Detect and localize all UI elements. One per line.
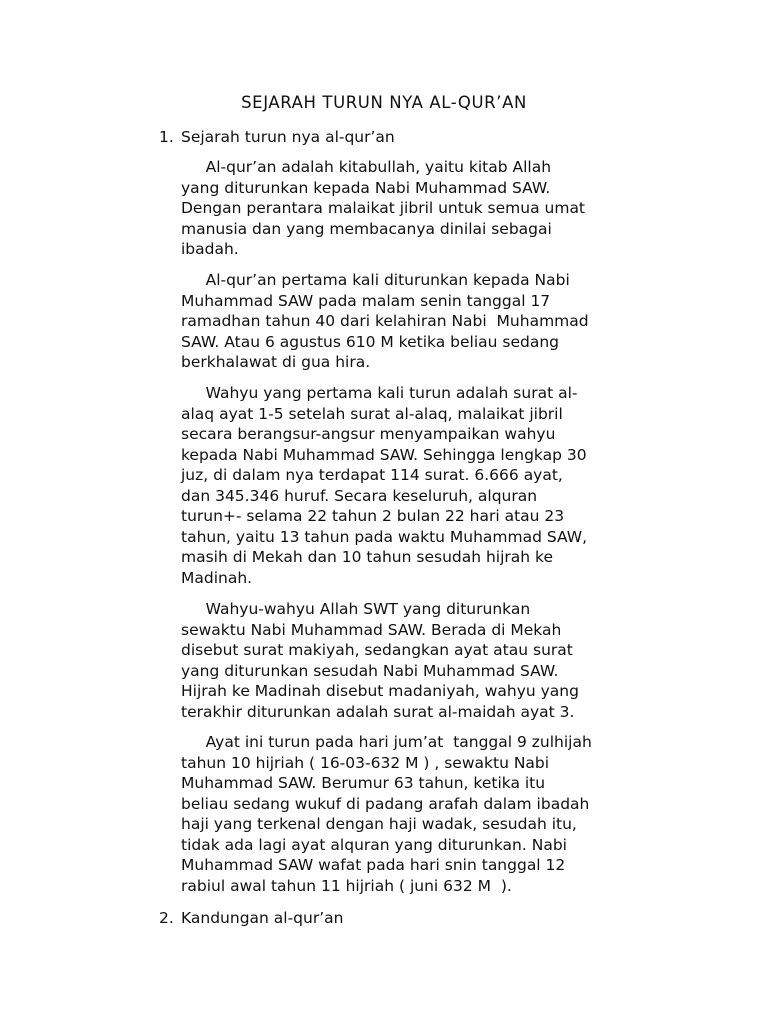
paragraph-line: masih di Mekah dan 10 tahun sesudah hijrah ke xyxy=(181,548,553,566)
paragraph-line: SAW. Atau 6 agustus 610 M ketika beliau sedang xyxy=(181,332,560,351)
paragraph-line: tahun, yaitu 13 tahun pada waktu Muhammad SAW, xyxy=(181,527,588,546)
paragraph-line: ramadhan tahun 40 dari kelahiran Nabi Muhammad xyxy=(181,312,589,330)
section-title: Sejarah turun nya al-qur’an xyxy=(181,128,395,146)
paragraph-line: Dengan perantara malaikat jibril untuk semua umat xyxy=(181,199,586,217)
section-number: 2. xyxy=(159,909,174,927)
paragraph xyxy=(181,157,661,260)
paragraph-line: haji yang terkenal dengan haji wadak, sesudah itu, xyxy=(181,815,577,833)
section-heading xyxy=(159,908,343,928)
paragraph-line: secara berangsur-angsur menyampaikan wahyu xyxy=(181,425,556,443)
paragraph-line: Al-qur’an pertama kali diturunkan kepada Nabi xyxy=(181,271,570,289)
paragraph-line: Muhammad SAW wafat pada hari snin tanggal 12 xyxy=(181,856,566,874)
paragraph-line: yang diturunkan sesudah Nabi Muhammad SAW. xyxy=(181,661,559,680)
paragraph-line: Hijrah ke Madinah disebut madaniyah, wahyu yang xyxy=(181,682,579,700)
paragraph-line: Madinah. xyxy=(181,568,253,587)
paragraph-line: turun+- selama 22 tahun 2 bulan 22 hari atau 23 xyxy=(181,507,565,525)
paragraph-line: Ayat ini turun pada hari jum’at tanggal 9 zulhijah xyxy=(181,733,592,751)
document-title: SEJARAH TURUN NYA AL-QUR’AN xyxy=(241,93,527,112)
section-title: Kandungan al-qur’an xyxy=(181,909,344,927)
paragraph-line: Muhammad SAW pada malam senin tanggal 17 xyxy=(181,291,551,310)
paragraph-line: tahun 10 hijriah ( 16-03-632 M ) , sewaktu Nabi xyxy=(181,753,550,772)
paragraph-line: dan 345.346 huruf. Secara keseluruh, alquran xyxy=(181,486,538,505)
paragraph-line: berkhalawat di gua hira. xyxy=(181,353,371,371)
paragraph xyxy=(181,270,661,373)
paragraph xyxy=(181,383,661,588)
paragraph-line: manusia dan yang membacanya dinilai sebagai xyxy=(181,219,552,238)
paragraph-line: terakhir diturunkan adalah surat al-maidah ayat 3. xyxy=(181,702,575,721)
paragraph-line: juz, di dalam nya terdapat 114 surat. 6.666 ayat, xyxy=(181,466,563,484)
paragraph-line: kepada Nabi Muhammad SAW. Sehingga lengkap 30 xyxy=(181,445,587,464)
paragraph xyxy=(181,732,661,896)
paragraph-line: beliau sedang wukuf di padang arafah dalam ibadah xyxy=(181,794,590,813)
paragraph-line: Wahyu-wahyu Allah SWT yang diturunkan xyxy=(181,600,531,618)
paragraph xyxy=(181,599,661,722)
paragraph-line: tidak ada lagi ayat alquran yang diturunkan. Nabi xyxy=(181,835,567,854)
paragraph-line: disebut surat makiyah, sedangkan ayat atau surat xyxy=(181,641,573,659)
paragraph-line: Wahyu yang pertama kali turun adalah surat al- xyxy=(181,384,578,402)
paragraph-line: Al-qur’an adalah kitabullah, yaitu kitab Allah xyxy=(181,158,552,176)
paragraph-line: alaq ayat 1-5 setelah surat al-alaq, malaikat jibril xyxy=(181,404,563,423)
section-number: 1. xyxy=(159,128,174,146)
section-heading xyxy=(159,127,395,147)
paragraph-line: rabiul awal tahun 11 hijriah ( juni 632 M ). xyxy=(181,876,512,895)
paragraph-line: sewaktu Nabi Muhammad SAW. Berada di Mekah xyxy=(181,620,562,639)
paragraph-line: ibadah. xyxy=(181,240,239,258)
paragraph-line: yang diturunkan kepada Nabi Muhammad SAW. xyxy=(181,178,551,197)
paragraph-line: Muhammad SAW. Berumur 63 tahun, ketika itu xyxy=(181,774,546,792)
